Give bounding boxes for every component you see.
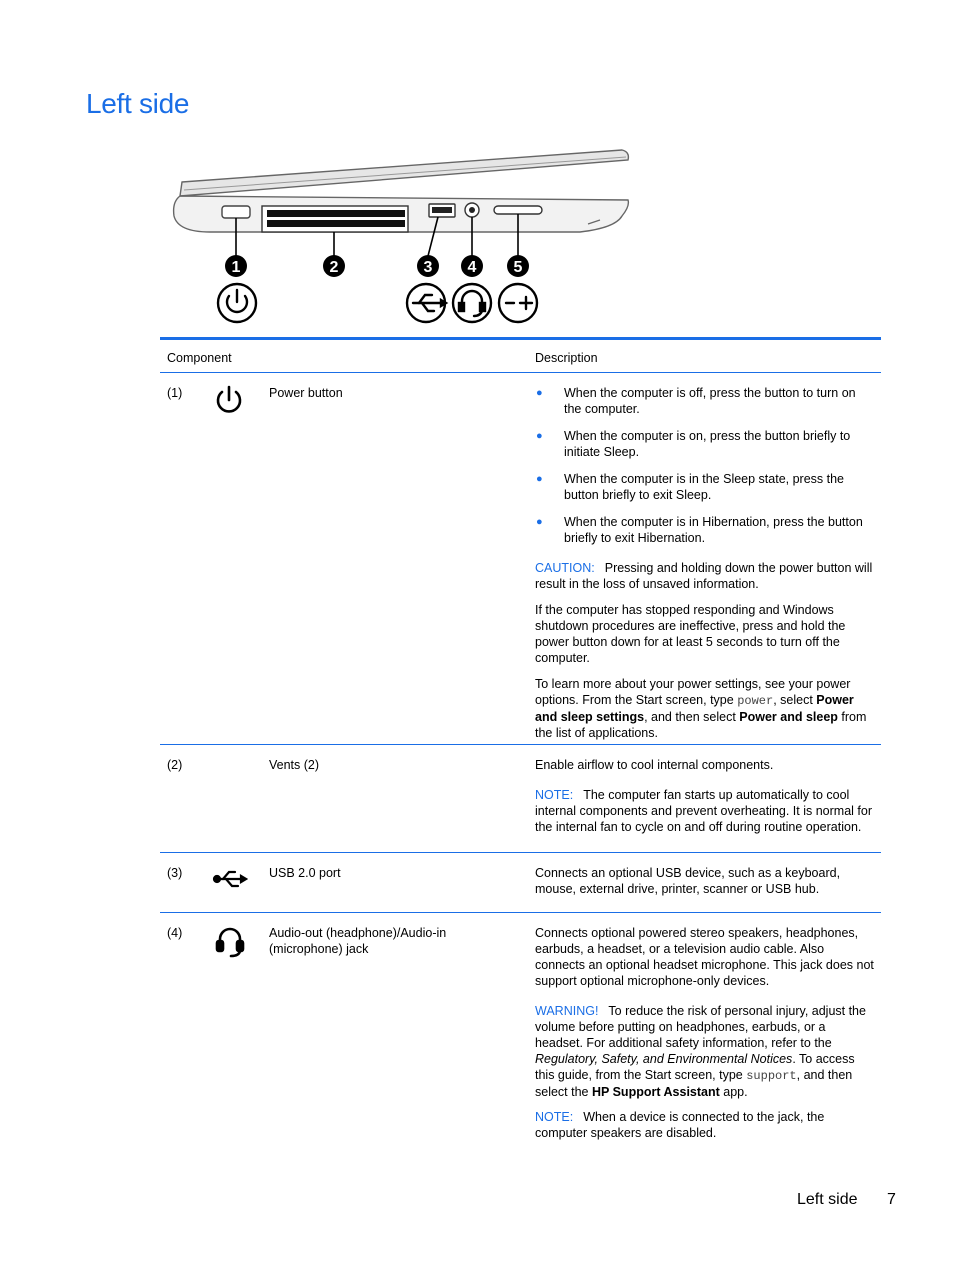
- headset-icon: [453, 284, 491, 322]
- component-name: Vents (2): [269, 758, 320, 772]
- callout-5-label: 5: [513, 259, 523, 276]
- header-component: Component: [167, 351, 232, 365]
- callout-4-label: 4: [467, 259, 477, 276]
- bullet-icon: ●: [536, 473, 543, 485]
- list-item: ● When the computer is in the Sleep state, press the button briefly to exit Sleep.: [536, 472, 845, 502]
- table-row: [160, 745, 881, 853]
- warning-note: WARNING! To reduce the risk of personal injury, adjust the volume before putting on headphones, earbuds, or a headset. For additional safety information, refer to the Regulatory, Safety, and Environmental Notices. To access this guide, from the Start screen, type support, and then select the HP Support Assistant app.: [535, 1004, 866, 1099]
- page-number: 7: [887, 1191, 896, 1208]
- volume-icon: [499, 284, 537, 322]
- callout-1-label: 1: [231, 259, 241, 276]
- component-description: Connects an optional USB device, such as a keyboard, mouse, external drive, printer, scanner or USB hub.: [535, 866, 841, 896]
- list-item: ● When the computer is off, press the button to turn on the computer.: [536, 386, 856, 416]
- header-description: Description: [535, 351, 598, 365]
- caution-note: CAUTION: Pressing and holding down the power button will result in the loss of unsaved information.: [535, 561, 873, 591]
- components-table: [160, 337, 881, 1153]
- component-name: Power button: [269, 386, 343, 400]
- row-number: (1): [167, 386, 183, 400]
- list-item: ● When the computer is on, press the button briefly to initiate Sleep.: [536, 429, 851, 459]
- component-description: Enable airflow to cool internal components. NOTE: The computer fan starts up automatically to cool internal components and prevent overheating. It is normal for the internal fan to cycle on and off during routine operation.: [535, 757, 875, 845]
- footer-section: Left side: [797, 1191, 858, 1208]
- bullet-icon: ●: [536, 430, 543, 442]
- bullet-icon: ●: [536, 387, 543, 399]
- headset-icon: [212, 923, 248, 963]
- usb-icon: [212, 867, 248, 895]
- note-label: NOTE:: [535, 788, 574, 802]
- note-label: NOTE:: [535, 1110, 574, 1124]
- page-footer: [797, 1191, 896, 1209]
- table-row: [160, 913, 881, 1153]
- note: NOTE: When a device is connected to the jack, the computer speakers are disabled.: [535, 1110, 825, 1140]
- row-number: (3): [167, 866, 183, 880]
- note: NOTE: The computer fan starts up automatically to cool internal components and prevent overheating. It is normal for the internal fan to cycle on and off during routine operation.: [535, 788, 872, 834]
- component-description: [535, 385, 875, 751]
- list-item: ● When the computer is in Hibernation, press the button briefly to exit Hibernation.: [536, 515, 863, 545]
- bullet-icon: ●: [536, 516, 543, 528]
- row-number: (2): [167, 758, 183, 772]
- caution-label: CAUTION:: [535, 561, 595, 575]
- paragraph: If the computer has stopped responding and Windows shutdown procedures are ineffective, press and hold the power button down for at least 5 seconds to turn off the computer.: [535, 603, 846, 665]
- table-row: [160, 853, 881, 913]
- usb-icon: [407, 284, 446, 322]
- component-name: USB 2.0 port: [269, 866, 341, 880]
- table-header: [160, 340, 881, 373]
- callout-3-label: 3: [423, 259, 433, 276]
- page-title: Left side: [86, 88, 190, 119]
- power-icon: [212, 383, 246, 421]
- paragraph: To learn more about your power settings, see your power options. From the Start screen, type power, select Power and sleep settings, and then select Power and sleep from the list of applications.: [535, 677, 867, 740]
- callout-2-label: 2: [329, 259, 339, 276]
- laptop-left-side-figure: [160, 140, 660, 330]
- warning-label: WARNING!: [535, 1004, 599, 1018]
- power-icon: [218, 284, 256, 322]
- table-row: [160, 373, 881, 745]
- component-name: Audio-out (headphone)/Audio-in (microphone) jack: [269, 926, 447, 956]
- component-description: Connects optional powered stereo speakers, headphones, earbuds, a headset, or a television audio cable. Also connects an optional headset microphone. This jack does not support optional microphone-only devices. WARNING! To reduce the risk of personal injury, adjust the volume before putting on headphones, earbuds, or a headset. For additional safety information, refer to the Regulatory, Safety, and Environmental Notices. To access this guide, from the Start screen, type support, and then select the HP Support Assistant app. NOTE: When a device is connected to the jack, the computer speakers are disabled.: [535, 926, 874, 1140]
- row-number: (4): [167, 926, 183, 940]
